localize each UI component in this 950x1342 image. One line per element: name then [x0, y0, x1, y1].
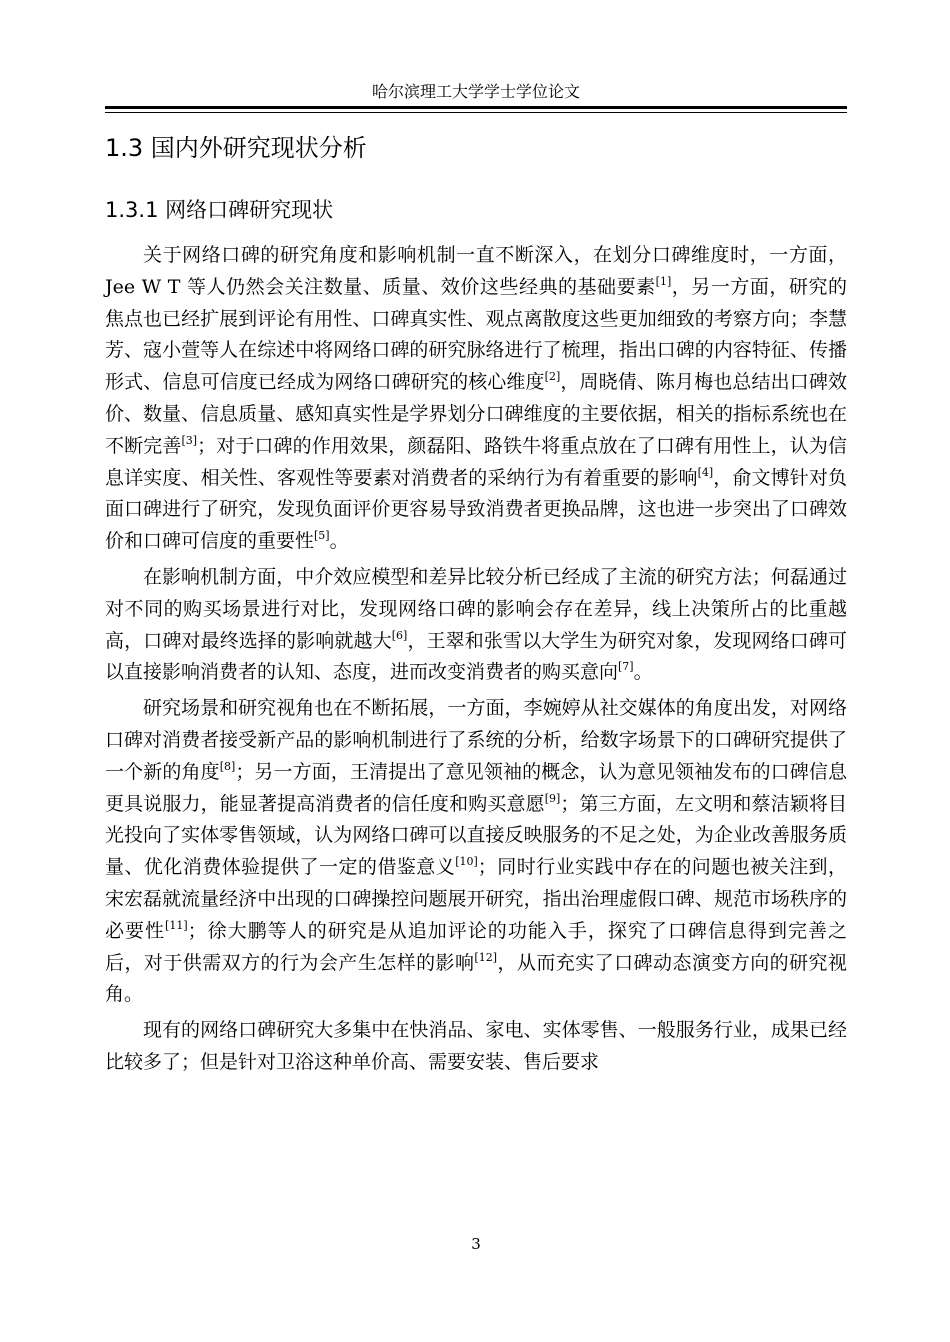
citation-ref: [9]	[544, 791, 561, 805]
paragraph-text: 。	[329, 530, 349, 553]
body-text	[105, 240, 847, 1079]
citation-ref: [4]	[697, 465, 714, 479]
paragraph-text: ；对于口碑的作用效果，颜磊阳、路铁牛将重点放在了口碑有用性上，认为信息详实度、相关性、客观性等要素对消费者的采纳行为有着重要的影响	[105, 434, 847, 489]
citation-ref: [11]	[165, 918, 188, 932]
paragraph-3	[105, 693, 847, 1011]
running-header: 哈尔滨理工大学学士学位论文	[371, 82, 580, 101]
citation-ref: [12]	[474, 950, 498, 964]
section-heading: 1.3 国内外研究现状分析	[105, 134, 367, 162]
paragraph-text: ，另一方面，研究的焦点也已经扩展到评论有用性、口碑真实性、观点离散度这些更加细致的考察方向；李慧芳、寇小萱等人在综述中将网络口碑的研究脉络进行了梳理，指出口碑的内容特征、传播形式、信息可信度已经成为网络口碑研究的核心维度	[105, 275, 847, 394]
paragraph-text: 现有的网络口碑研究大多集中在快消品、家电、实体零售、一般服务行业，成果已经比较多了；但是针对卫浴这种单价高、需要安装、售后要求	[105, 1019, 847, 1073]
paragraph-2	[105, 562, 847, 689]
subsection-heading: 1.3.1 网络口碑研究现状	[105, 198, 334, 222]
paragraph-text: ；徐大鹏等人的研究是从追加评论的功能入手，探究了口碑信息得到完善之后，对于供需双方的行为会产生怎样的影响	[105, 919, 847, 974]
citation-ref: [2]	[544, 370, 561, 384]
paragraph-1	[105, 240, 847, 558]
paragraph-text: ；第三方面，左文明和蔡洁颖将目光投向了实体零售领域，认为网络口碑可以直接反映服务的不足之处，为企业改善服务质量、优化消费体验提供了一定的借鉴意义	[105, 792, 847, 879]
page-number: 3	[471, 1235, 481, 1253]
header-rule-thick	[105, 106, 847, 109]
paragraph-text: ；另一方面，王清提出了意见领袖的概念，认为意见领袖发布的口碑信息更具说服力，能显著提高消费者的信任度和购买意愿	[105, 760, 847, 815]
paragraph-4	[105, 1015, 847, 1079]
paragraph-text: ，周晓倩、陈月梅也总结出口碑效价、数量、信息质量、感知真实性是学界划分口碑维度的主要依据，相关的指标系统也在不断完善	[105, 371, 847, 457]
citation-ref: [7]	[618, 660, 634, 674]
citation-ref: [8]	[219, 759, 236, 773]
paragraph-text: ，俞文博针对负面口碑进行了研究，发现负面评价更容易导致消费者更换品牌，这也进一步突出了口碑效价和口碑可信度的重要性	[105, 466, 847, 553]
paragraph-text: 在影响机制方面，中介效应模型和差异比较分析已经成了主流的研究方法；何磊通过对不同的购买场景进行对比，发现网络口碑的影响会存在差异，线上决策所占的比重越高，口碑对最终选择的影响就越大	[105, 565, 847, 652]
citation-ref: [3]	[181, 433, 198, 447]
citation-ref: [1]	[655, 274, 672, 288]
paragraph-text: 关于网络口碑的研究角度和影响机制一直不断深入，在划分口碑维度时，一方面，Jee W T 等人仍然会关注数量、质量、效价这些经典的基础要素	[105, 244, 847, 298]
paragraph-text: ；同时行业实践中存在的问题也被关注到，宋宏磊就流量经济中出现的口碑操控问题展开研究，指出治理虚假口碑、规范市场秩序的必要性	[105, 856, 847, 942]
citation-ref: [5]	[314, 529, 330, 543]
citation-ref: [6]	[391, 628, 408, 642]
citation-ref: [10]	[455, 855, 478, 869]
paragraph-text: 。	[633, 661, 653, 684]
header-rule-thin	[105, 112, 847, 113]
paragraph-text: ，从而充实了口碑动态演变方向的研究视角。	[105, 951, 847, 1006]
paragraph-text: ，王翠和张雪以大学生为研究对象，发现网络口碑可以直接影响消费者的认知、态度，进而改变消费者的购买意向	[105, 629, 847, 684]
paragraph-text: 研究场景和研究视角也在不断拓展，一方面，李婉婷从社交媒体的角度出发，对网络口碑对消费者接受新产品的影响机制进行了系统的分析，给数字场景下的口碑研究提供了一个新的角度	[105, 697, 847, 783]
